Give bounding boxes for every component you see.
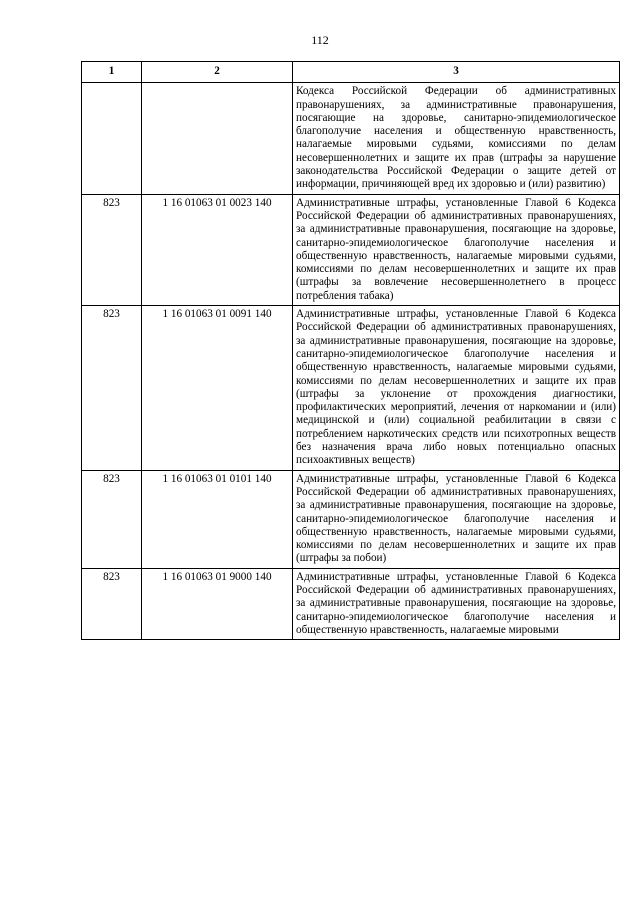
table-row: [82, 568, 620, 639]
table-header-row: [82, 62, 620, 83]
admin-code-cell: 823: [82, 568, 142, 639]
page-number: 112: [311, 33, 329, 47]
column-header-2: 2: [142, 62, 293, 83]
revenue-codes-table: [81, 61, 620, 640]
description-cell: Административные штрафы, установленные Главой 6 Кодекса Российской Федерации об административных правонарушениях, за административные правонарушения, посягающие на здоровье, санитарно-эпидемиологическое благополучие населения и общественную нравственность, налагаемые мировыми судьями, комиссиями по делам несовершеннолетних и защите их прав (штрафы за вовлечение несовершеннолетнего в процесс потребления табака): [293, 194, 620, 305]
admin-code-cell: [82, 83, 142, 194]
description-cell: Административные штрафы, установленные Главой 6 Кодекса Российской Федерации об административных правонарушениях, за административные правонарушения, посягающие на здоровье, санитарно-эпидемиологическое благополучие населения и общественную нравственность, налагаемые мировыми судьями, комиссиями по делам несовершеннолетних и защите их прав (штрафы за уклонение от прохождения диагностики, профилактических мероприятий, лечения от наркомании и (или) медицинской и (или) социальной реабилитации в связи с потреблением наркотических средств или психотропных веществ без назначения врача либо новых потенциально опасных психоактивных веществ): [293, 306, 620, 471]
table-row: [82, 470, 620, 568]
column-header-1: 1: [82, 62, 142, 83]
budget-code-cell: 1 16 01063 01 9000 140: [142, 568, 293, 639]
table-row: [82, 306, 620, 471]
admin-code-cell: 823: [82, 470, 142, 568]
column-header-3: 3: [293, 62, 620, 83]
description-cell: Административные штрафы, установленные Главой 6 Кодекса Российской Федерации об административных правонарушениях, за административные правонарушения, посягающие на здоровье, санитарно-эпидемиологическое благополучие населения и общественную нравственность, налагаемые мировыми: [293, 568, 620, 639]
description-cell: Административные штрафы, установленные Главой 6 Кодекса Российской Федерации об административных правонарушениях, за административные правонарушения, посягающие на здоровье, санитарно-эпидемиологическое благополучие населения и общественную нравственность, налагаемые мировыми судьями, комиссиями по делам несовершеннолетних и защите их прав (штрафы за побои): [293, 470, 620, 568]
admin-code-cell: 823: [82, 306, 142, 471]
budget-code-cell: 1 16 01063 01 0023 140: [142, 194, 293, 305]
description-cell: Кодекса Российской Федерации об административных правонарушениях, за административные правонарушения, посягающие на здоровье, санитарно-эпидемиологическое благополучие населения и общественную нравственность, налагаемые мировыми судьями, комиссиями по делам несовершеннолетних и защите их прав (штрафы за нарушение законодательства Российской Федерации о защите детей от информации, причиняющей вред их здоровью и (или) развитию): [293, 83, 620, 194]
admin-code-cell: 823: [82, 194, 142, 305]
table-row: [82, 83, 620, 194]
table-row: [82, 194, 620, 305]
budget-code-cell: 1 16 01063 01 0101 140: [142, 470, 293, 568]
budget-code-cell: 1 16 01063 01 0091 140: [142, 306, 293, 471]
budget-code-cell: [142, 83, 293, 194]
